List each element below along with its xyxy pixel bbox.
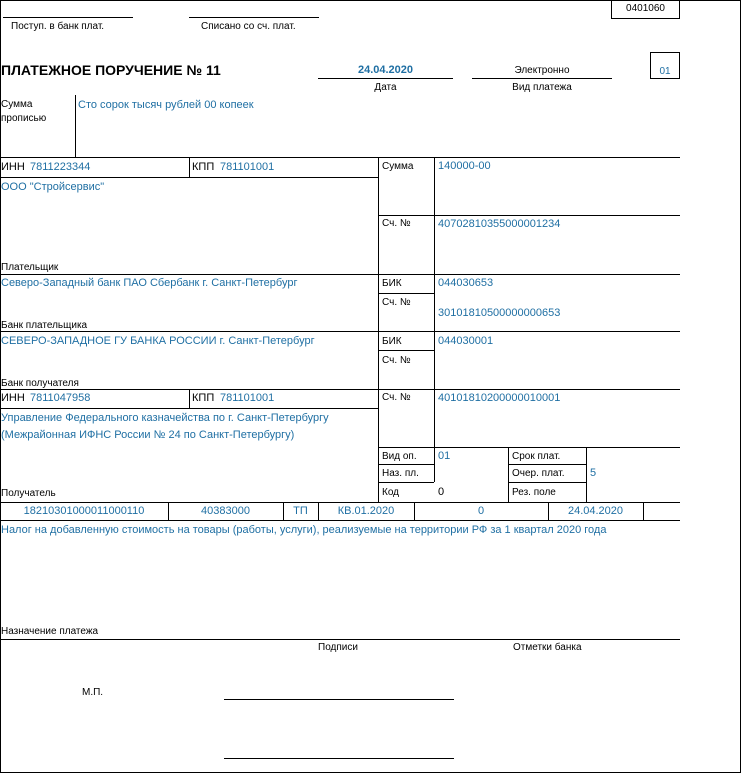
payer-bank-account-label: Сч. № xyxy=(382,297,411,308)
signature-line-2 xyxy=(224,758,454,759)
date-label: Дата xyxy=(374,82,397,93)
payee-name-2: (Межрайонная ИФНС России № 24 по Санкт-Петербургу) xyxy=(1,429,295,441)
payer-bank-account: 30101810500000000653 xyxy=(438,307,561,319)
tax-div-6 xyxy=(643,502,644,520)
divider-508 xyxy=(508,447,509,502)
payee-kpp-label: КПП xyxy=(192,392,215,404)
received-line xyxy=(3,17,133,18)
payee-bank-bik: 044030001 xyxy=(438,335,494,347)
line-447 xyxy=(378,447,680,448)
line-520 xyxy=(0,520,680,521)
debited-label: Списано со сч. плат. xyxy=(201,21,296,32)
payee-bank-name: СЕВЕРО-ЗАПАДНОЕ ГУ БАНКА РОССИИ г. Санкт-Петербург xyxy=(1,335,315,347)
line-464-left xyxy=(378,464,434,465)
payee-label: Получатель xyxy=(1,488,56,499)
line-482-left xyxy=(378,482,434,483)
payee-inn: 7811047958 xyxy=(30,392,91,404)
line-350 xyxy=(378,350,434,351)
payer-kpp: 781101001 xyxy=(220,161,275,173)
line-215 xyxy=(378,215,680,216)
signature-line-1 xyxy=(224,699,454,700)
purpose-code-label: Наз. пл. xyxy=(382,468,419,479)
right-column-divider xyxy=(378,157,379,502)
divider-586 xyxy=(586,447,587,502)
payee-bank-account-label: Сч. № xyxy=(382,355,411,366)
amount-words-label-2: прописью xyxy=(1,113,47,124)
date-line xyxy=(318,78,453,79)
oktmo: 40383000 xyxy=(201,505,250,517)
kbk: 18210301000011000110 xyxy=(23,505,145,517)
form-code: 0401060 xyxy=(626,3,665,14)
payer-inn: 7811223344 xyxy=(30,161,91,173)
priority-label: Очер. плат. xyxy=(512,468,565,479)
payee-inn-kpp-divider xyxy=(189,389,190,408)
payer-label: Плательщик xyxy=(1,262,59,273)
payment-type-line xyxy=(472,78,612,79)
line-389 xyxy=(0,389,680,390)
right-value-divider xyxy=(434,157,435,482)
document-date: 24.04.2020 xyxy=(357,64,414,76)
bank-marks-label: Отметки банка xyxy=(513,642,582,653)
line-293 xyxy=(378,293,434,294)
payer-account: 40702810355000001234 xyxy=(438,218,561,230)
payer-bank-bik: 044030653 xyxy=(438,277,494,289)
received-label: Поступ. в банк плат. xyxy=(11,21,105,32)
document-title: ПЛАТЕЖНОЕ ПОРУЧЕНИЕ № 11 xyxy=(1,62,221,78)
code-value: 0 xyxy=(438,486,445,498)
amount-words-label-1: Сумма xyxy=(1,99,33,110)
amount-words-value: Сто сорок тысяч рублей 00 копеек xyxy=(78,99,254,111)
code-label: Код xyxy=(382,487,400,498)
debited-line xyxy=(189,17,319,18)
priority-value: 5 xyxy=(590,467,597,479)
op-type-value: 01 xyxy=(438,450,451,462)
sum-value: 140000-00 xyxy=(438,160,491,172)
status-code: 01 xyxy=(659,66,671,77)
payee-account: 40101810200000010001 xyxy=(438,392,561,404)
payer-bank-label: Банк плательщика xyxy=(1,320,88,331)
line-482-right xyxy=(508,482,586,483)
payee-inn-label: ИНН xyxy=(1,392,25,404)
purpose-label: Назначение платежа xyxy=(1,626,99,637)
reserve-label: Рез. поле xyxy=(512,487,556,498)
payment-type-value: Электронно xyxy=(514,65,570,76)
line-274 xyxy=(0,274,680,275)
payment-type-label: Вид платежа xyxy=(512,82,572,93)
purpose-text: Налог на добавленную стоимость на товары (работы, услуги), реализуемые на территории РФ за 1 квартал 2020 года xyxy=(1,524,607,536)
line-177 xyxy=(0,177,378,178)
op-type-label: Вид оп. xyxy=(382,451,417,462)
payer-name: ООО "Стройсервис" xyxy=(1,181,105,193)
basis: ТП xyxy=(293,505,308,517)
payee-account-label: Сч. № xyxy=(382,392,411,403)
line-157 xyxy=(0,157,680,158)
sum-label: Сумма xyxy=(382,161,414,172)
payer-inn-kpp-divider xyxy=(189,157,190,177)
line-464-right xyxy=(508,464,586,465)
term-label: Срок плат. xyxy=(512,451,561,462)
doc-number: 0 xyxy=(477,505,485,517)
line-502 xyxy=(0,502,680,503)
line-331 xyxy=(0,331,680,332)
payer-account-label: Сч. № xyxy=(382,218,411,229)
payee-bank-label: Банк получателя xyxy=(1,378,79,389)
doc-date: 24.04.2020 xyxy=(567,505,624,517)
payee-name-1: Управление Федерального казначейства по г. Санкт-Петербургу xyxy=(1,412,329,424)
payee-bank-bik-label: БИК xyxy=(382,336,402,347)
amount-words-divider xyxy=(75,95,76,157)
stamp-label: М.П. xyxy=(82,687,104,698)
payee-kpp: 781101001 xyxy=(220,392,275,404)
period: КВ.01.2020 xyxy=(337,505,395,517)
payer-bank-bik-label: БИК xyxy=(382,278,402,289)
payer-kpp-label: КПП xyxy=(192,161,215,173)
payer-bank-name: Северо-Западный банк ПАО Сбербанк г. Санкт-Петербург xyxy=(1,277,298,289)
payer-inn-label: ИНН xyxy=(1,161,25,173)
line-408 xyxy=(0,408,378,409)
line-639 xyxy=(0,639,680,640)
signatures-label: Подписи xyxy=(318,642,358,653)
